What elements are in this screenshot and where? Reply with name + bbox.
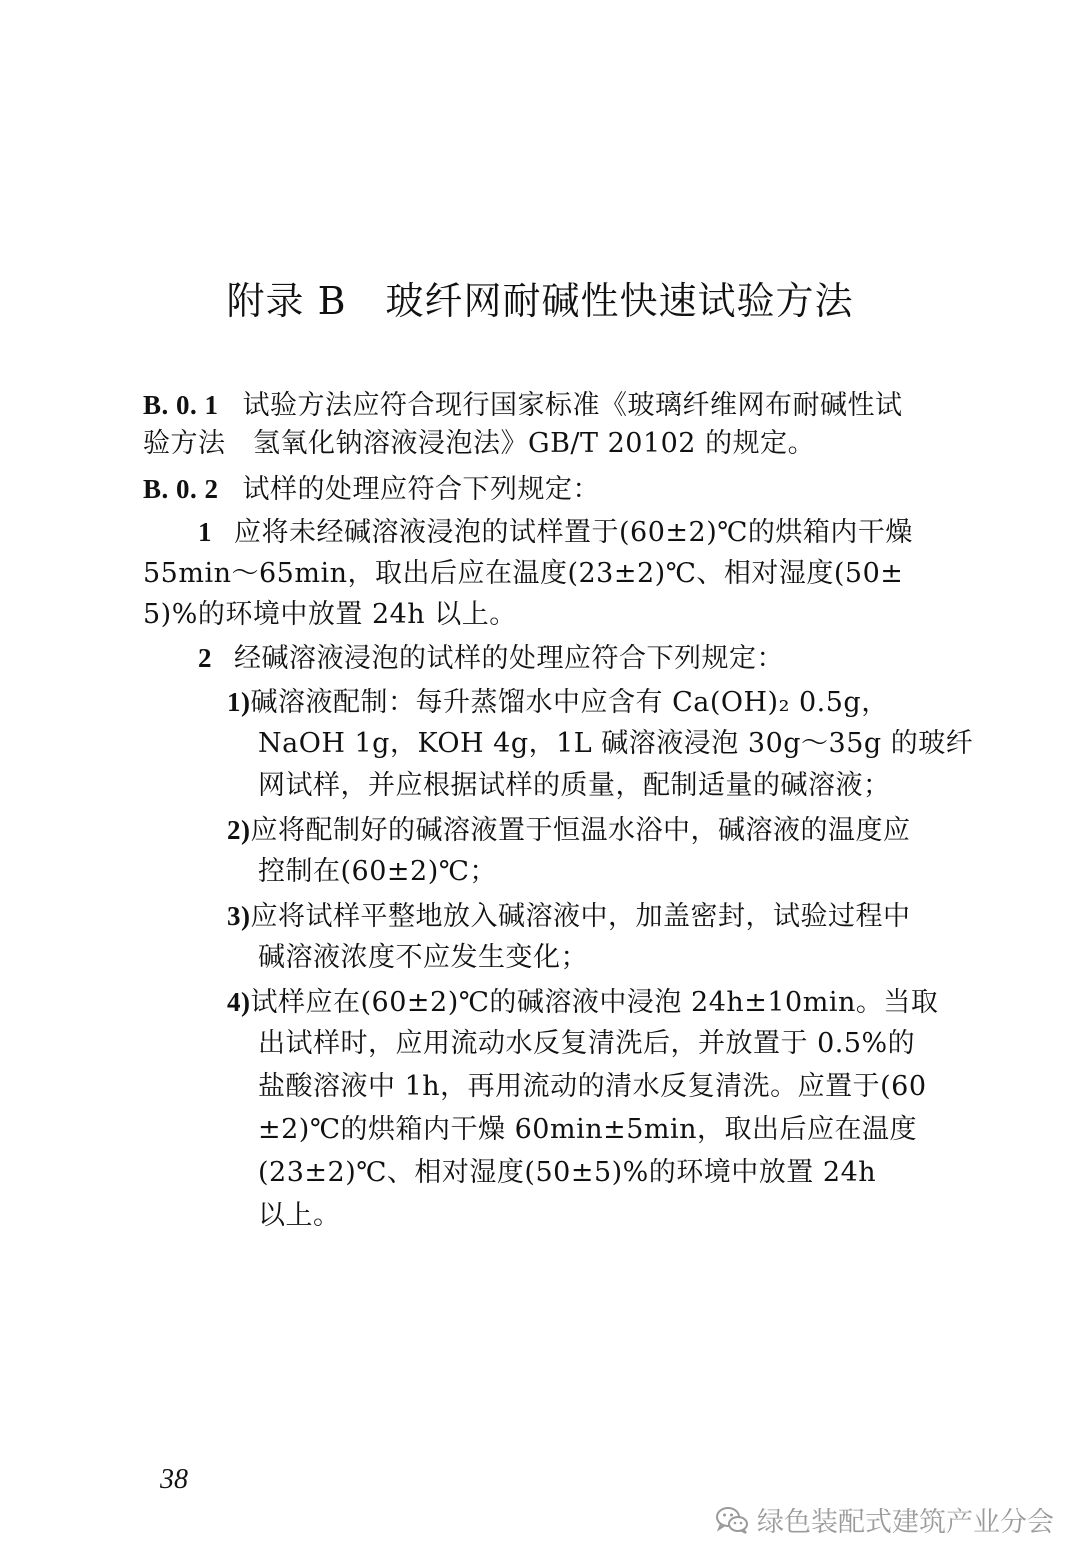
clause-number: B. 0. 1 <box>143 390 219 420</box>
watermark-text: 绿色装配式建筑产业分会 <box>757 1507 1054 1538</box>
subitem-1-line-3: 网试样，并应根据试样的质量，配制适量的碱溶液； <box>258 770 891 801</box>
clause-b01-line-1 <box>143 387 903 424</box>
subitem-4-line-4: ±2)℃的烘箱内干燥 60min±5min，取出后应在温度 <box>258 1114 918 1145</box>
subitem-2-line-2: 控制在(60±2)℃； <box>258 856 497 887</box>
item-1-line-3: 5)%的环境中放置 24h 以上。 <box>143 599 517 630</box>
subitem-4-line-3: 盐酸溶液中 1h，再用流动的清水反复清洗。应置于(60 <box>258 1071 927 1102</box>
item-number: 1 <box>198 517 212 547</box>
subitem-text: 碱溶液配制：每升蒸馏水中应含有 Ca(OH)₂ 0.5g， <box>250 687 889 718</box>
subitem-4-line-1 <box>227 984 938 1021</box>
wechat-icon <box>715 1506 749 1534</box>
item-number: 2 <box>198 643 212 673</box>
item-text: 经碱溶液浸泡的试样的处理应符合下列规定： <box>234 643 784 674</box>
subitem-number: 2) <box>227 815 251 845</box>
subitem-number: 1) <box>227 687 251 717</box>
subitem-number: 4) <box>227 987 251 1017</box>
subitem-text: 试样应在(60±2)℃的碱溶液中浸泡 24h±10min。当取 <box>250 987 939 1018</box>
subitem-2-line-1 <box>227 812 911 849</box>
subitem-3-line-1 <box>227 898 911 935</box>
subitem-3-line-2: 碱溶液浓度不应发生变化； <box>258 942 588 973</box>
page-number: 38 <box>160 1464 188 1495</box>
clause-b02-line-1 <box>143 471 600 508</box>
subitem-1-line-2: NaOH 1g，KOH 4g，1L 碱溶液浸泡 30g～35g 的玻纤 <box>258 728 974 759</box>
subitem-text: 应将配制好的碱溶液置于恒温水浴中，碱溶液的温度应 <box>250 815 911 846</box>
watermark <box>715 1500 1054 1539</box>
item-2-line-1 <box>198 640 784 677</box>
clause-text: 试样的处理应符合下列规定： <box>242 474 601 505</box>
subitem-1-line-1 <box>227 684 889 721</box>
clause-number: B. 0. 2 <box>143 474 219 504</box>
subitem-text: 应将试样平整地放入碱溶液中，加盖密封，试验过程中 <box>250 901 911 932</box>
clause-text: 试验方法应符合现行国家标准《玻璃纤维网布耐碱性试 <box>242 390 903 421</box>
subitem-4-line-5: (23±2)℃、相对湿度(50±5)%的环境中放置 24h <box>258 1157 877 1188</box>
item-text: 应将未经碱溶液浸泡的试样置于(60±2)℃的烘箱内干燥 <box>234 517 913 548</box>
subitem-4-line-6: 以上。 <box>258 1200 341 1231</box>
subitem-4-line-2: 出试样时，应用流动水反复清洗后，并放置于 0.5%的 <box>258 1028 916 1059</box>
appendix-title: 附录 B 玻纤网耐碱性快速试验方法 <box>226 279 854 323</box>
subitem-number: 3) <box>227 901 251 931</box>
item-1-line-1 <box>198 514 913 551</box>
item-1-line-2: 55min～65min，取出后应在温度(23±2)℃、相对湿度(50± <box>143 558 904 589</box>
clause-b01-line-2: 验方法 氢氧化钠溶液浸泡法》GB/T 20102 的规定。 <box>143 428 816 459</box>
